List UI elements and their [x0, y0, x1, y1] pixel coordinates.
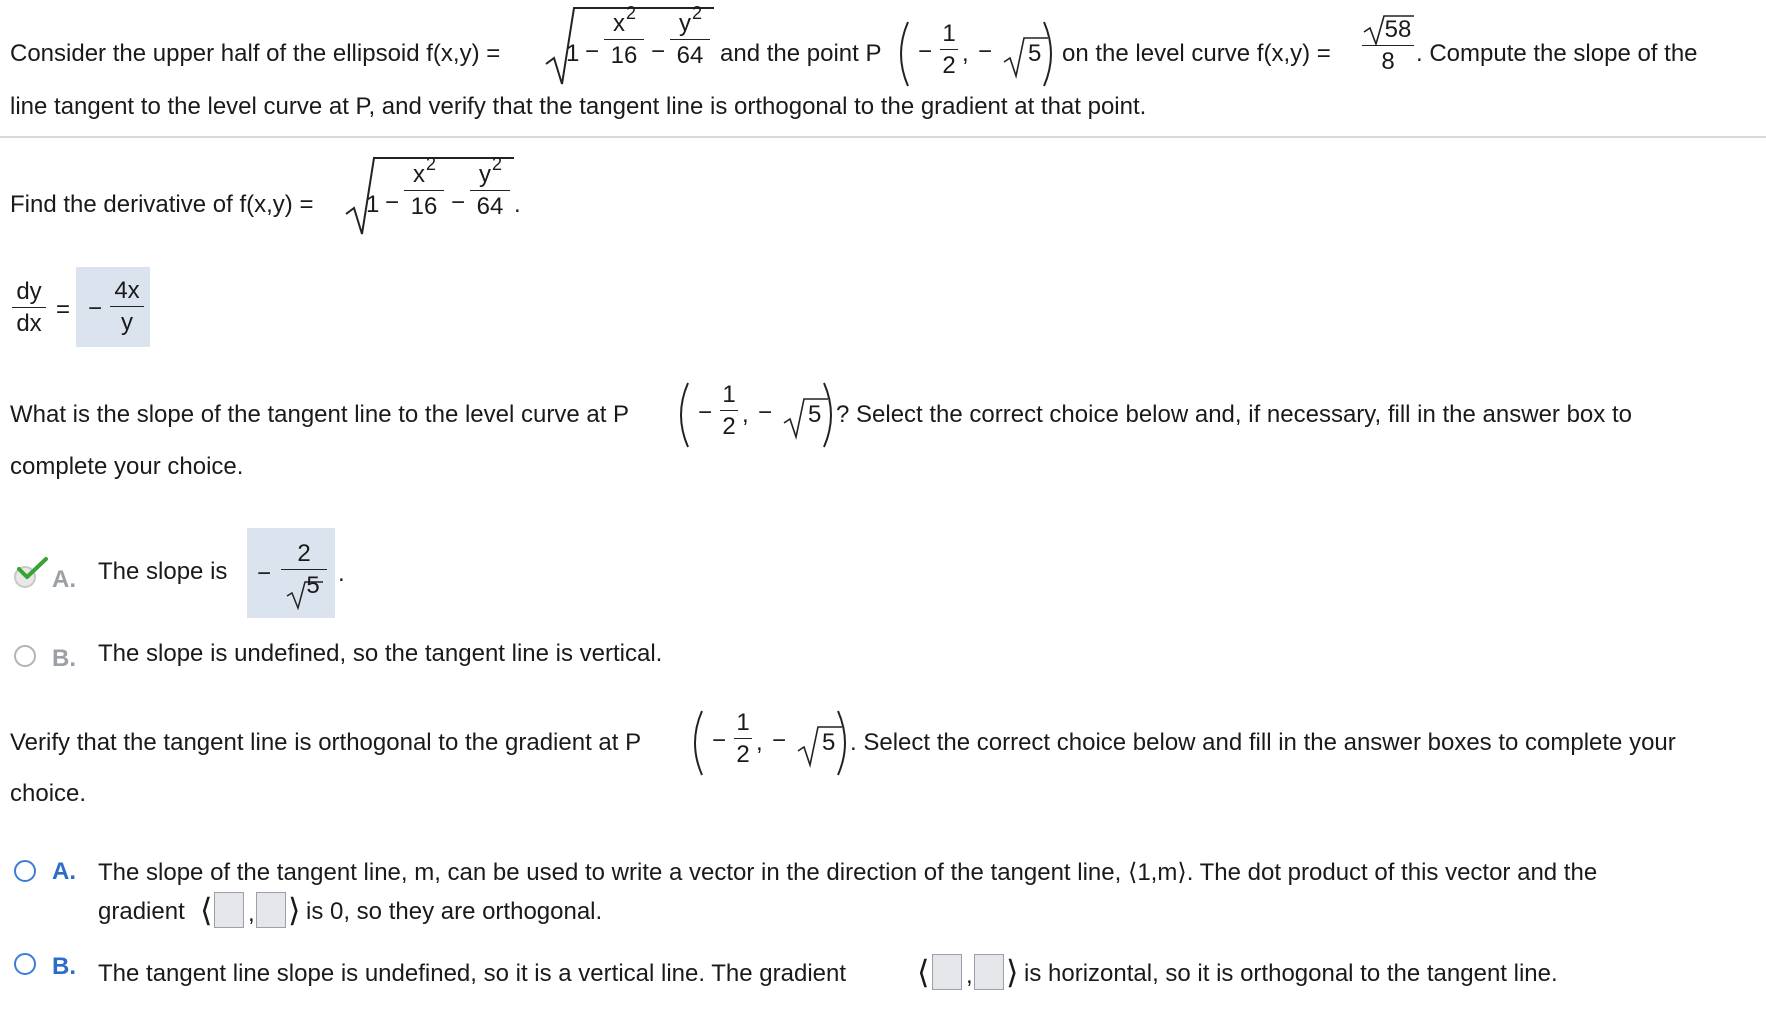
- fraction-y2-64: $y^2$ 64: [670, 12, 710, 68]
- period: .: [338, 560, 345, 587]
- verify-choice-b-text: The tangent line slope is undefined, so it is a vertical line. The gradient: [98, 960, 847, 987]
- fraction-x2-16: $x^2$ 16: [404, 163, 444, 219]
- right-angle-bracket: ⟩: [288, 892, 301, 928]
- question-intro: Consider the upper half of the ellipsoid f(x,y) =: [10, 40, 501, 67]
- choice-b-radio[interactable]: [14, 645, 36, 667]
- verify-prompt: Verify that the tangent line is orthogonal to the gradient at P: [10, 729, 642, 756]
- comma: ,: [966, 962, 973, 989]
- gradient-y-input[interactable]: [256, 892, 286, 928]
- equals-sign: =: [56, 296, 71, 323]
- minus-sign: −: [385, 189, 400, 216]
- fraction-point-x: 1 2: [940, 22, 958, 78]
- verify-choice-a-line2: is 0, so they are orthogonal.: [306, 898, 603, 925]
- derivative-answer-fraction: 4x y: [110, 279, 144, 335]
- compute-text: . Compute the slope of the: [1416, 40, 1698, 67]
- point-y-radicand: 5: [822, 729, 836, 756]
- verify-choice-b-after: is horizontal, so it is orthogonal to the tangent line.: [1024, 960, 1558, 987]
- minus-sign: −: [772, 727, 787, 754]
- minus-sign: −: [451, 189, 466, 216]
- point-y-radicand: 5: [808, 401, 822, 428]
- fraction-x2-16: $x^2$ 16: [604, 12, 644, 68]
- fraction-point-x: 1 2: [720, 383, 738, 439]
- fraction-level-value: 58 8: [1362, 18, 1414, 74]
- right-angle-bracket: ⟩: [1006, 954, 1019, 990]
- minus-sign: −: [758, 399, 773, 426]
- comma: ,: [962, 40, 969, 67]
- minus-sign: −: [698, 399, 713, 426]
- fraction-y2-64: $y^2$ 64: [470, 163, 510, 219]
- choice-b-letter: B.: [52, 645, 76, 672]
- verify-choice-a-line1: The slope of the tangent line, m, can be used to write a vector in the direction of the tangent line, ⟨1,m⟩. The dot product of this vector and the: [98, 859, 1598, 886]
- choice-b-text: The slope is undefined, so the tangent line is vertical.: [98, 640, 663, 667]
- divider: [0, 136, 1766, 138]
- and-point-text: and the point P: [720, 40, 882, 67]
- fraction-point-x: 1 2: [734, 711, 752, 767]
- verify-choice-b-radio[interactable]: [14, 953, 36, 975]
- left-angle-bracket: ⟨: [200, 892, 213, 928]
- gradient-x-input[interactable]: [214, 892, 244, 928]
- minus-sign: −: [651, 38, 666, 65]
- verify-prompt-line2: choice.: [10, 780, 87, 807]
- comma: ,: [756, 729, 763, 756]
- minus-sign: −: [257, 560, 272, 587]
- slope-answer-fraction: 2 5: [281, 542, 327, 598]
- radical-one: 1: [366, 191, 380, 218]
- point-y-radicand: 5: [1028, 40, 1042, 67]
- minus-sign: −: [978, 38, 993, 65]
- dy-dx: dy dx: [12, 280, 46, 336]
- verify-prompt-after: . Select the correct choice below and fill in the answer boxes to complete your: [850, 729, 1676, 756]
- comma: ,: [248, 900, 255, 927]
- derivative-answer-box[interactable]: [76, 267, 150, 347]
- slope-prompt-line2: complete your choice.: [10, 453, 244, 480]
- check-icon: [16, 556, 50, 582]
- choice-a-text: The slope is: [98, 558, 228, 585]
- derivative-prompt: Find the derivative of f(x,y) =: [10, 191, 314, 218]
- slope-prompt-after: ? Select the correct choice below and, if necessary, fill in the answer box to: [836, 401, 1632, 428]
- left-angle-bracket: ⟨: [917, 954, 930, 990]
- question-line-2: line tangent to the level curve at P, and verify that the tangent line is orthogonal to the gradient at that point.: [10, 93, 1147, 120]
- radical-one: 1: [566, 40, 580, 67]
- minus-sign: −: [88, 295, 103, 322]
- choice-a-letter: A.: [52, 566, 76, 593]
- minus-sign: −: [918, 38, 933, 65]
- comma: ,: [742, 401, 749, 428]
- verify-choice-b-letter: B.: [52, 953, 76, 980]
- gradient-b-x-input[interactable]: [932, 954, 962, 990]
- minus-sign: −: [712, 727, 727, 754]
- period: .: [514, 191, 521, 218]
- on-level-text: on the level curve f(x,y) =: [1062, 40, 1331, 67]
- minus-sign: −: [585, 38, 600, 65]
- verify-choice-a-gradient-label: gradient: [98, 898, 185, 925]
- gradient-b-y-input[interactable]: [974, 954, 1004, 990]
- slope-prompt: What is the slope of the tangent line to the level curve at P: [10, 401, 630, 428]
- slope-answer-box[interactable]: [247, 528, 335, 618]
- verify-choice-a-radio[interactable]: [14, 860, 36, 882]
- verify-choice-a-letter: A.: [52, 858, 76, 885]
